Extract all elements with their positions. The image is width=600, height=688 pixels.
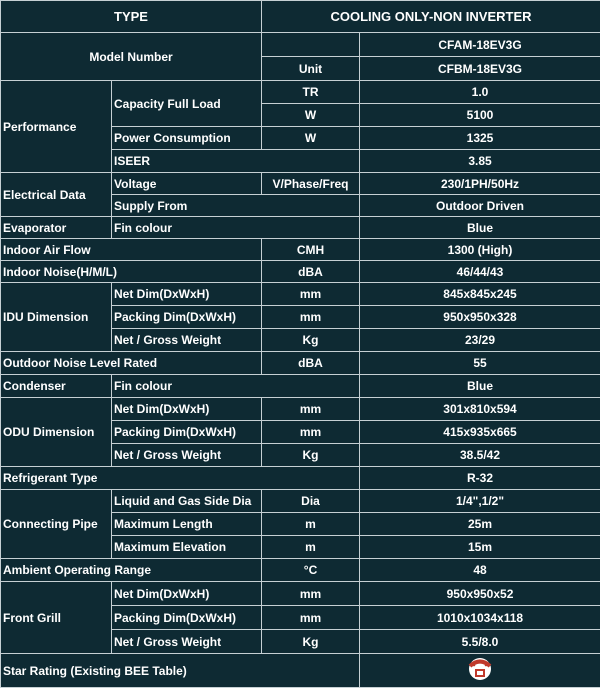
- connecting-pipe-label: Connecting Pipe: [1, 490, 112, 559]
- idu-dimension-label: IDU Dimension: [1, 283, 112, 352]
- evaporator-label: Evaporator: [1, 217, 112, 239]
- type-header: TYPE: [1, 1, 262, 33]
- indoor-noise-label: Indoor Noise(H/M/L): [1, 261, 262, 283]
- star-rating-label: Star Rating (Existing BEE Table): [1, 654, 360, 688]
- iseer-value: 3.85: [360, 150, 600, 173]
- outdoor-noise-label: Outdoor Noise Level Rated: [1, 352, 262, 375]
- tr-unit: TR: [262, 81, 360, 104]
- indoor-air-flow-label: Indoor Air Flow: [1, 239, 262, 261]
- idu-weight-label: Net / Gross Weight: [112, 329, 262, 352]
- grill-net-row: [1, 582, 600, 606]
- idu-packing-label: Packing Dim(DxWxH): [112, 306, 262, 329]
- grill-packing-label: Packing Dim(DxWxH): [112, 606, 262, 630]
- iseer-label: ISEER: [112, 150, 360, 173]
- w-value: 5100: [360, 104, 600, 127]
- idu-net-label: Net Dim(DxWxH): [112, 283, 262, 306]
- pipe-elevation-label: Maximum Elevation: [112, 536, 262, 559]
- idu-net-value: 845x845x245: [360, 283, 600, 306]
- pipe-dia-value: 1/4",1/2": [360, 490, 600, 513]
- star-rating-row: [1, 654, 600, 688]
- condenser-fin-value: Blue: [360, 375, 600, 398]
- pipe-length-label: Maximum Length: [112, 513, 262, 536]
- grill-weight-value: 5.5/8.0: [360, 630, 600, 654]
- odu-packing-value: 415x935x665: [360, 421, 600, 444]
- pipe-length-value: 25m: [360, 513, 600, 536]
- performance-tr-row: [1, 81, 600, 104]
- voltage-value: 230/1PH/50Hz: [360, 173, 600, 195]
- indoor-noise-unit: dBA: [262, 261, 360, 283]
- condenser-row: [1, 375, 600, 398]
- idu-packing-unit: mm: [262, 306, 360, 329]
- idu-net-unit: mm: [262, 283, 360, 306]
- power-unit: W: [262, 127, 360, 150]
- outdoor-noise-unit: dBA: [262, 352, 360, 375]
- grill-weight-unit: Kg: [262, 630, 360, 654]
- indoor-air-flow-unit: CMH: [262, 239, 360, 261]
- grill-packing-unit: mm: [262, 606, 360, 630]
- voltage-label: Voltage: [112, 173, 262, 195]
- indoor-model-value: CFAM-18EV3G: [360, 33, 600, 57]
- unit-label: Unit: [262, 57, 360, 81]
- pipe-length-unit: m: [262, 513, 360, 536]
- w-unit: W: [262, 104, 360, 127]
- odu-packing-label: Packing Dim(DxWxH): [112, 421, 262, 444]
- idu-packing-value: 950x950x328: [360, 306, 600, 329]
- tr-value: 1.0: [360, 81, 600, 104]
- header-row: [1, 1, 600, 33]
- idu-weight-unit: Kg: [262, 329, 360, 352]
- power-value: 1325: [360, 127, 600, 150]
- grill-packing-value: 1010x1034x118: [360, 606, 600, 630]
- evaporator-fin-label: Fin colour: [112, 217, 360, 239]
- model-number-label: Model Number: [1, 33, 262, 81]
- voltage-unit: V/Phase/Freq: [262, 173, 360, 195]
- outdoor-model-value: CFBM-18EV3G: [360, 57, 600, 81]
- pipe-elevation-unit: m: [262, 536, 360, 559]
- condenser-fin-label: Fin colour: [112, 375, 360, 398]
- indoor-air-flow-value: 1300 (High): [360, 239, 600, 261]
- pipe-elevation-value: 15m: [360, 536, 600, 559]
- ambient-label: Ambient Operating Range: [1, 559, 262, 582]
- indoor-air-flow-row: [1, 239, 600, 261]
- refrigerant-value: R-32: [360, 467, 600, 490]
- voltage-row: [1, 173, 600, 195]
- grill-net-value: 950x950x52: [360, 582, 600, 606]
- ambient-row: [1, 559, 600, 582]
- supply-label: Supply From: [112, 195, 360, 217]
- indoor-noise-row: [1, 261, 600, 283]
- power-label: Power Consumption: [112, 127, 262, 150]
- evaporator-fin-value: Blue: [360, 217, 600, 239]
- pipe-dia-unit: Dia: [262, 490, 360, 513]
- outdoor-noise-value: 55: [360, 352, 600, 375]
- refrigerant-row: [1, 467, 600, 490]
- odu-packing-unit: mm: [262, 421, 360, 444]
- performance-label: Performance: [1, 81, 112, 173]
- odu-net-unit: mm: [262, 398, 360, 421]
- outdoor-noise-row: [1, 352, 600, 375]
- odu-net-row: [1, 398, 600, 421]
- idu-weight-value: 23/29: [360, 329, 600, 352]
- grill-net-unit: mm: [262, 582, 360, 606]
- idu-net-row: [1, 283, 600, 306]
- odu-net-value: 301x810x594: [360, 398, 600, 421]
- evaporator-row: [1, 217, 600, 239]
- ambient-value: 48: [360, 559, 600, 582]
- model-header: COOLING ONLY-NON INVERTER: [262, 1, 600, 33]
- odu-weight-unit: Kg: [262, 444, 360, 467]
- supply-value: Outdoor Driven: [360, 195, 600, 217]
- ambient-unit: °C: [262, 559, 360, 582]
- capacity-label: Capacity Full Load: [112, 81, 262, 127]
- bee-star-label-icon: [467, 657, 493, 684]
- odu-dimension-label: ODU Dimension: [1, 398, 112, 467]
- pipe-dia-row: [1, 490, 600, 513]
- odu-net-label: Net Dim(DxWxH): [112, 398, 262, 421]
- indoor-noise-value: 46/44/43: [360, 261, 600, 283]
- star-rating-value: [360, 654, 600, 688]
- grill-weight-label: Net / Gross Weight: [112, 630, 262, 654]
- model-number-row: [1, 33, 600, 57]
- odu-weight-value: 38.5/42: [360, 444, 600, 467]
- odu-weight-label: Net / Gross Weight: [112, 444, 262, 467]
- empty-cell: [262, 33, 360, 57]
- condenser-label: Condenser: [1, 375, 112, 398]
- pipe-dia-label: Liquid and Gas Side Dia: [112, 490, 262, 513]
- refrigerant-label: Refrigerant Type: [1, 467, 360, 490]
- grill-net-label: Net Dim(DxWxH): [112, 582, 262, 606]
- front-grill-label: Front Grill: [1, 582, 112, 654]
- electrical-label: Electrical Data: [1, 173, 112, 217]
